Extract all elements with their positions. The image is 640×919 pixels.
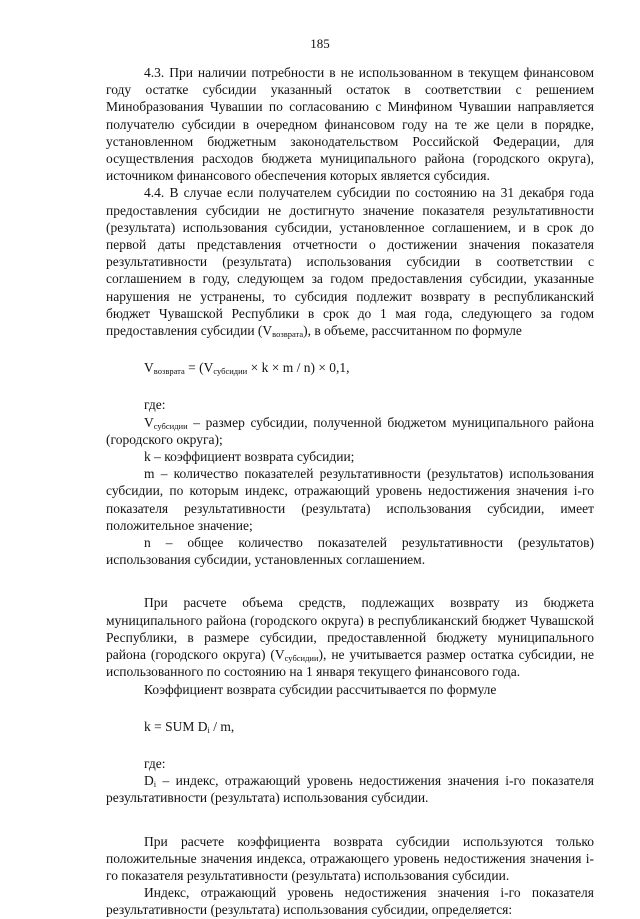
subscript-return: возврата: [272, 329, 304, 340]
page-number: 185: [310, 36, 330, 51]
where-label-2: где:: [144, 755, 166, 771]
paragraph-4-3: 4.3. При наличии потребности в не использованном в текущем финансовом году остатке субсидии указанный остаток в соответствии с решением Минобразования Чувашии по согласованию с Минфином Чувашии направляется получателю субсидии в очередном финансовом году на те же цели в порядке, установленном бюджетным законодательством Российской Федерации, для осуществления расходов бюджета муниципального района (городского округа), источником финансового обеспечения которых является субсидия.: [106, 65, 594, 184]
definition-subscript-i: i: [153, 779, 157, 790]
formula-subscript-return: возврата: [153, 366, 185, 377]
formula-subscript-i: i: [207, 724, 210, 735]
definition-k: k – коэффициент возврата субсидии;: [144, 449, 355, 465]
paragraph-coefficient: Коэффициент возврата субсидии рассчитывается по формуле: [144, 681, 497, 697]
formula-coefficient: k = SUM $D_i$ / m,: [144, 718, 235, 735]
paragraph-calculation: При расчете объема средств, подлежащих возврату из бюджета муниципального района (городского округа) в республиканский бюджет Чувашской Республики, в размере субсидии, предоставленной бюджету муниципального района (городского округа) $(V_{субсидии})$, не учитывается размер остатка субсидии, не использованного по состоянию на 1 января текущего финансового года.: [106, 595, 594, 680]
where-label: где:: [144, 397, 166, 413]
document-body: [106, 64, 594, 919]
paragraph-4-4-text: 4.4. В случае если получателем субсидии по состоянию на 31 декабря года предоставления субсидии не достигнуто значение показателя результативности (результата) использования субсидии, установленное соглашением, и в срок до первой даты представления отчетности о достижении значения показателя результативности (результата) использования субсидии в соответствии с соглашением в году, следующем за годом предоставления субсидии, указанные нарушения не устранены, то субсидия подлежит возврату в республиканский бюджет Чувашской Республики в срок до 1 мая года, следующего за годом предоставления субсидии (V: [106, 185, 594, 339]
definition-n: n – общее количество показателей результативности (результатов) использования субсидии, установленных соглашением.: [106, 535, 594, 568]
calculation-subscript-subsidy: субсидии: [284, 653, 319, 664]
paragraph-4-4-tail: ), в объеме, рассчитанном по формуле: [303, 323, 522, 339]
formula-subscript-subsidy: субсидии: [213, 366, 248, 377]
paragraph-index-definition: Индекс, отражающий уровень недостижения значения i-го показателя результативности (результата) использования субсидии, определяется:: [106, 885, 594, 918]
definition-d: $D_i$ – индекс, отражающий уровень недостижения значения i-го показателя результативности (результата) использования субсидии.: [106, 773, 594, 806]
paragraph-4-4: [106, 184, 594, 339]
formula-return: $V_{возврата} = (V_{субсидии} \times k \times m / n) \times 0,1$,: [144, 360, 350, 377]
definition-v-subsidy: $V_{субсидии}$ – размер субсидии, полученной бюджетом муниципального района (городского округа);: [106, 414, 594, 447]
definition-subscript-subsidy: субсидии: [153, 420, 188, 431]
paragraph-positive-values: При расчете коэффициента возврата субсидии используются только положительные значения индекса, отражающего уровень недостижения значения i-го показателя результативности (результата) использования субсидии.: [106, 833, 594, 883]
definition-m: m – количество показателей результативности (результатов) использования субсидии, по которым индекс, отражающий уровень недостижения значения i-го показателя результативности (результата) использования субсидии, имеет положительное значение;: [106, 466, 594, 533]
